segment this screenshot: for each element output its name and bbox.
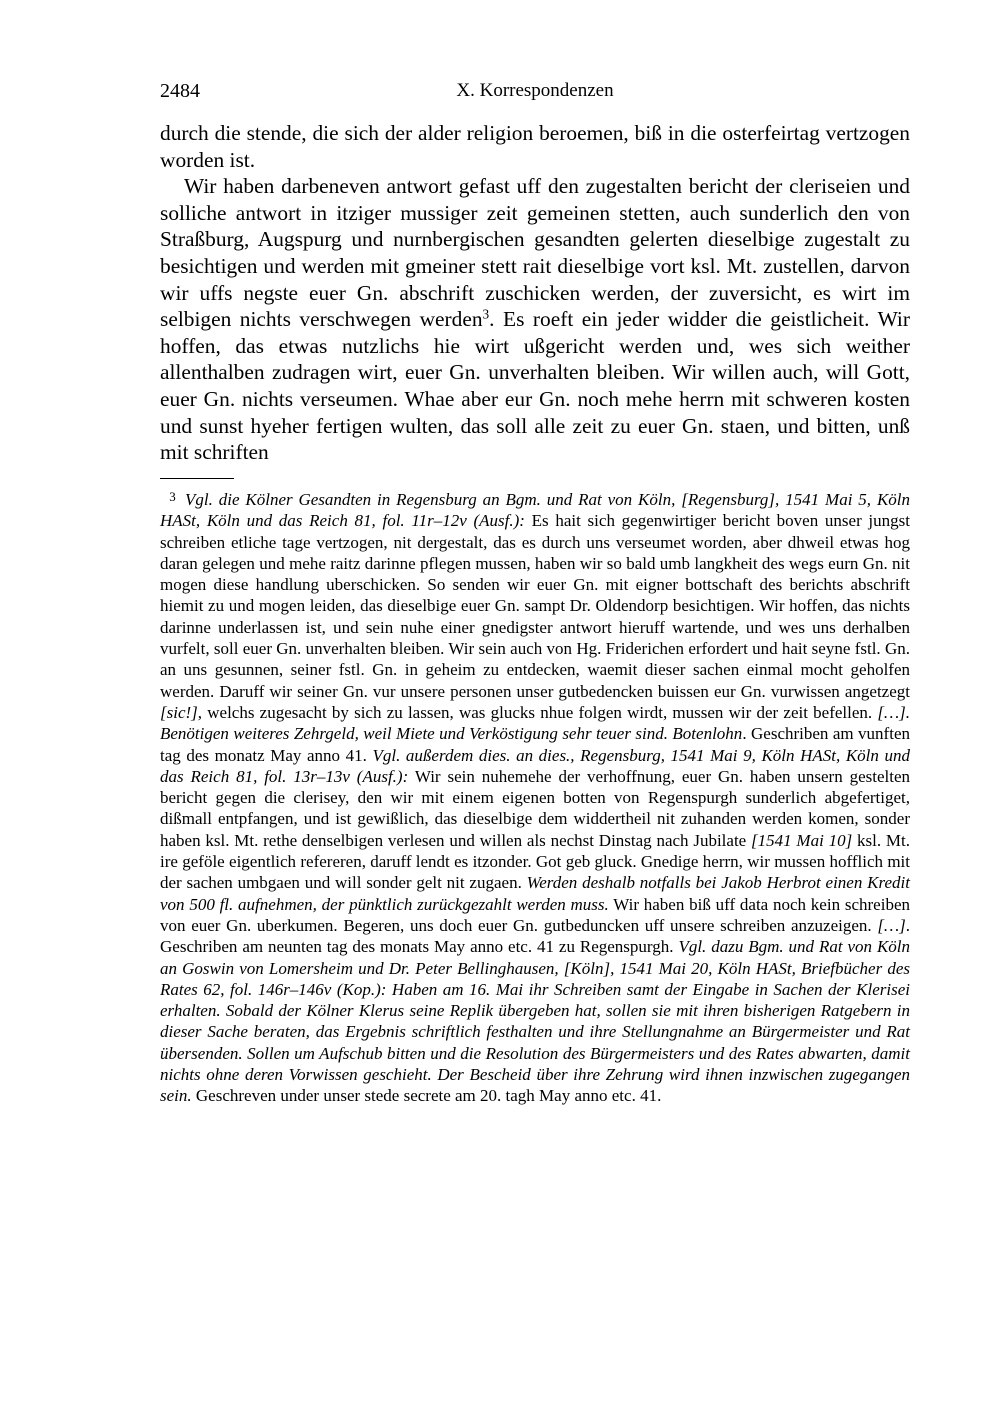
- footnote-3: [160, 486, 910, 1107]
- footnote-summary-2: Werden deshalb notfalls bei Jakob Herbrot einen Kredit von 500 fl. aufnehmen, der pünktlich zurückgezahlt werden muss.: [160, 873, 910, 914]
- footnote-citation-3: Vgl. dazu Bgm. und Rat von Köln an Goswin von Lomersheim und Dr. Peter Bellinghausen, [Köln], 1541 Mai 20, Köln HASt, Briefbücher des Rates 62, fol. 146r–146v (Kop.): Haben am 16. Mai ihr Schreiben samt der Eingabe in Sachen der Klerisei erhalten. Sobald der Kölner Klerus seine Replik übergeben hat, sollen sie mit ihren bisherigen Ratgebern in dieser Sache beraten, das Ergebnis schriftlich festhalten und ihre Stellungnahme an Bürgermeister und Rat übersenden. Sollen um Aufschub bitten und die Resolution des Bürgermeisters und des Rates abwarten, damit nichts ohne deren Vorwissen geschieht. Der Bescheid über ihre Zehrung wird ihnen inzwischen zugegangen sein.: [160, 937, 911, 1106]
- footnote-number: 3: [169, 489, 176, 504]
- paragraph-1: durch die stende, die sich der alder religion beroemen, biß in die osterfeirtag vertzogen worden ist.: [160, 121, 910, 172]
- running-title: X. Korrespondenzen: [456, 80, 614, 101]
- footnote-quote-1: Es hait sich gegenwirtiger bericht boven unser jungst schreiben etliche tage vertzogen, nit dergestalt, das es durch uns verseumet worden, aber dhweil etwas hog daran gelegen und mehe raitz darinne pflegen mussen, haben wir so bald umb langkheit des wegs eurn Gn. nit mogen diese handlung uberschicken. So senden wir euer Gn. mit eigner bottschaft des berichts abschrift hiemit zu und mogen leiden, das dieselbige euer Gn. sampt Dr. Oldendorp besichtigen. Wir hoffen, das nichts darinne underlassen ist, und sein nuhe einer gnedigster antwort hieruff wartende, und wes uns derhalben vurfelt, soll euer Gn. unverhalten bleiben. Wir sein auch von Hg. Friderichen erfordert und hait seyne fstl. Gn. an uns gesunnen, seiner fstl. Gn. in geheim zu entdecken, waemit dieser sachen einmal mocht geholfen werden. Daruff wir seiner Gn. vur unsere personen unser gutbedencken buissen eur Gn. vurwissen angetzegt: [160, 511, 910, 701]
- editorial-sic: [sic!]: [160, 702, 198, 722]
- footnote-reference: 3: [482, 306, 490, 322]
- footnote-quote-3: . Geschriben am vunften tag des monatz May anno 41.: [160, 724, 910, 765]
- footnote-citation-2: Vgl. außerdem dies. an dies., Regensburg, 1541 Mai 9, Köln HASt, Köln und das Reich 81, fol. 13r–13v (Ausf.):: [160, 745, 910, 786]
- paragraph-2-part-a: Wir haben darbeneven antwort gefast uff den zugestalten bericht der cleriseien und solliche antwort in itziger mussiger zeit gemeinen stetten, auch sunderlich den von Straßburg, Augspurg und nurnbergischen gesandten gelerten dieselbige zugestalt zu besichtigen und werden mit gmeiner stett rait dieselbige vort ksl. Mt. zustellen, darvon wir uffs negste euer Gn. abschrift zuschicken werden, der zuversicht, es wirt im selbigen nichts verschwegen werden: [160, 174, 910, 332]
- footnote-quote-8: Geschreven under unser stede secrete am 20. tagh May anno etc. 41.: [191, 1086, 662, 1106]
- footnote-quote-4: Wir sein nuhemehe der verhoffnung, euer Gn. haben unsern gestelten bericht gegen die clerisey, den wir mit einem eigenen botten von Regenspurgh sunderlich abgefertiget, dißmall entpfangen, und ist gewißlich, das dieselbige dem widdertheil nit zuhanden werden komen, sonder haben ksl. Mt. rethe denselbigen verlesen und willen als nechst Dinstag nach Jubilate: [160, 766, 910, 850]
- footnote-citation-1: Vgl. die Kölner Gesandten in Regensburg an Bgm. und Rat von Köln, [Regensburg], 1541 Mai 5, Köln HASt, Köln und das Reich 81, fol. 11r–12v (Ausf.):: [160, 490, 910, 531]
- footnote-separator: [160, 478, 234, 479]
- footnote-quote-2: , welchs zugesacht by sich zu lassen, was glucks nhue folgen wirdt, mussen wir der zeit befellen.: [197, 702, 878, 722]
- footnote-quote-6: Wir haben biß uff data noch kein schreiben von euer Gn. uberkumen. Begeren, uns doch euer Gn. gutbeduncken uff unsere schreiben anzuzeigen.: [160, 894, 910, 935]
- paragraph-2: [160, 173, 910, 466]
- footnote-quote-5: ksl. Mt. ire geföle eigentlich refereren, daruff lendt es itzonder. Got geb gluck. Gnedige herrn, wir mussen hofflich mit der sachen umbgaen und will sonder gelt nit zugaen.: [160, 830, 910, 893]
- paragraph-2-part-b: . Es roeft ein jeder widder die geistlicheit. Wir hoffen, das etwas nutzlichs hie wirt ußgericht werden und, wes sich weither allenthalben zudragen wirt, euer Gn. unverhalten bleiben. Wir willen auch, will Gott, euer Gn. nichts verseumen. Whae aber eur Gn. noch mehe herrn mit schweren kosten und sunst hyeher fertigen wulten, das soll alle zeit zu euer Gn. staen, und bitten, unß mit schriften: [160, 307, 911, 465]
- editorial-ellipsis: […]: [877, 915, 906, 935]
- running-head: [160, 80, 910, 108]
- page-number: 2484: [160, 80, 200, 102]
- main-text: [160, 120, 910, 466]
- footnote-quote-7: . Geschriben am neunten tag des monats May anno etc. 41 zu Regenspurgh.: [160, 915, 910, 957]
- editorial-date: [1541 Mai 10]: [751, 830, 853, 850]
- footnote-summary-1: […]. Benötigen weiteres Zehrgeld, weil Miete und Verköstigung sehr teuer sind. Botenlohn: [160, 702, 910, 744]
